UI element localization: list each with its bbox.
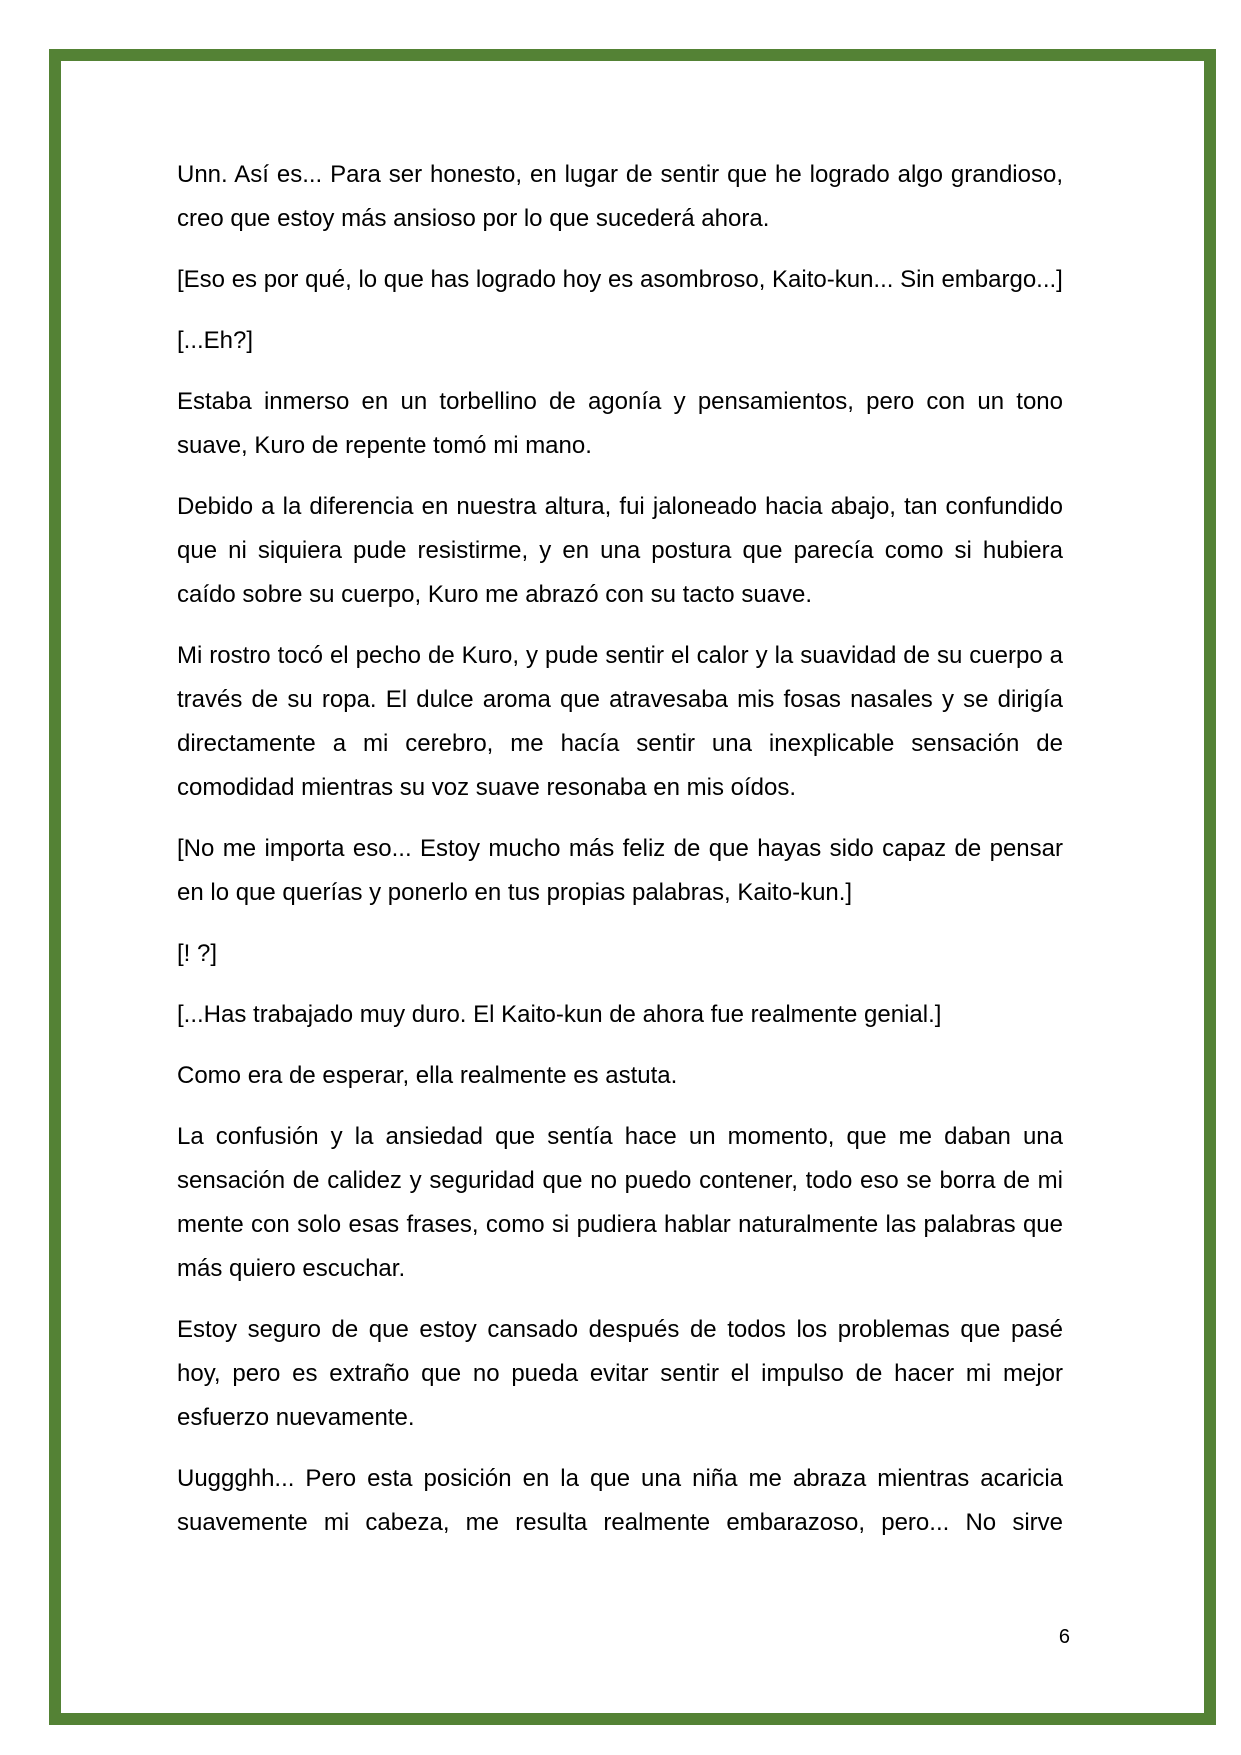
paragraph: Debido a la diferencia en nuestra altura, fui jaloneado hacia abajo, tan confundido que ni siquiera pude resistirme, y en una postura que parecía como si hubiera caído sobre su cuerpo, Kuro me abrazó con su tacto suave. (177, 493, 1063, 608)
paragraph: La confusión y la ansiedad que sentía hace un momento, que me daban una sensación de calidez y seguridad que no puedo contener, todo eso se borra de mi mente con solo esas frases, como si pudiera hablar naturalmente las palabras que más quiero escuchar. (177, 1123, 1063, 1282)
paragraph: [! ?] (177, 940, 218, 967)
paragraph: [...Has trabajado muy duro. El Kaito-kun de ahora fue realmente genial.] (177, 1001, 942, 1028)
paragraph: Mi rostro tocó el pecho de Kuro, y pude sentir el calor y la suavidad de su cuerpo a través de su ropa. El dulce aroma que atravesaba mis fosas nasales y se dirigía directamente a mi cerebro, me hacía sentir una inexplicable sensación de comodidad mientras su voz suave resonaba en mis oídos. (177, 642, 1063, 801)
paragraph: Estaba inmerso en un torbellino de agonía y pensamientos, pero con un tono suave, Kuro de repente tomó mi mano. (177, 388, 1063, 459)
paragraph: [...Eh?] (177, 327, 254, 354)
paragraph: Unn. Así es... Para ser honesto, en lugar de sentir que he logrado algo grandioso, creo que estoy más ansioso por lo que sucederá ahora. (177, 161, 1063, 232)
paragraph: [No me importa eso... Estoy mucho más feliz de que hayas sido capaz de pensar en lo que querías y ponerlo en tus propias palabras, Kaito-kun.] (177, 835, 1063, 906)
paragraph: [Eso es por qué, lo que has logrado hoy es asombroso, Kaito-kun... Sin embargo...] (177, 266, 1063, 293)
paragraph: Como era de esperar, ella realmente es astuta. (177, 1062, 678, 1089)
paragraph: Estoy seguro de que estoy cansado después de todos los problemas que pasé hoy, pero es extraño que no pueda evitar sentir el impulso de hacer mi mejor esfuerzo nuevamente. (177, 1316, 1063, 1431)
paragraph: Uuggghh... Pero esta posición en la que una niña me abraza mientras acaricia suavemente mi cabeza, me resulta realmente embarazoso, pero... No sirve (177, 1465, 1063, 1536)
page-number: 6 (1058, 1626, 1070, 1648)
document-body (177, 153, 1063, 1562)
